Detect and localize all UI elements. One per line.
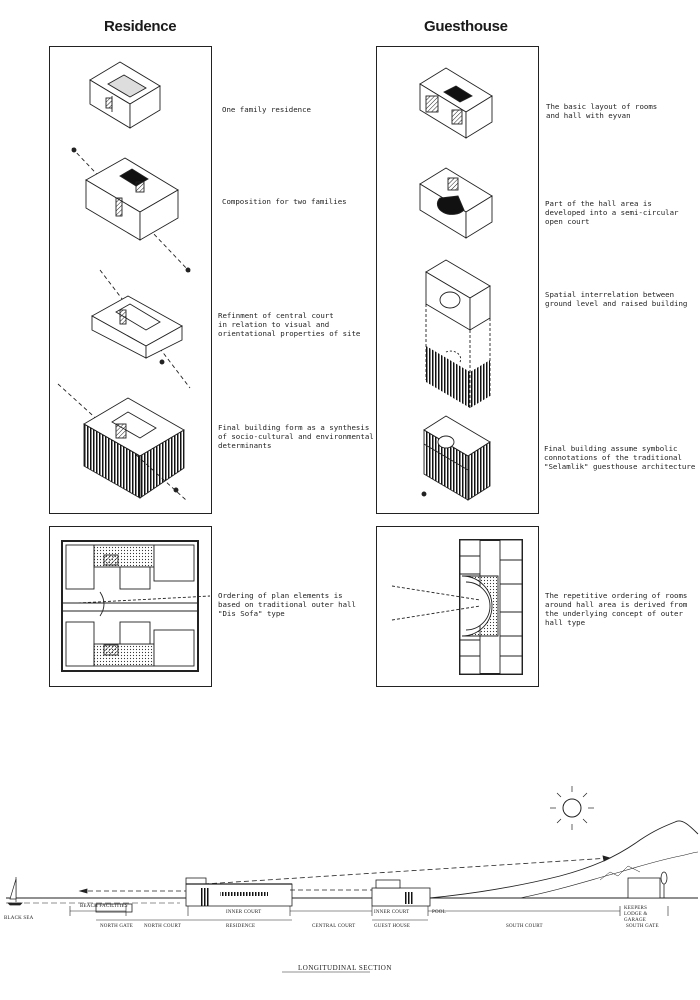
- guesthouse-axo-2: [420, 168, 492, 238]
- guesthouse-column-title: Guesthouse: [424, 18, 508, 35]
- label-beach-facilities: BEACH FACILITIES: [80, 904, 128, 909]
- label-pool: POOL: [432, 910, 446, 915]
- sailboat-icon: [8, 877, 22, 905]
- guesthouse-axo-3: [426, 260, 490, 410]
- label-guest-house: GUEST HOUSE: [374, 924, 411, 929]
- guesthouse-step-3-caption: Spatial interrelation between ground level and raised building: [545, 290, 688, 308]
- label-north-court: NORTH COURT: [144, 924, 182, 929]
- label-inner-court-2: INNER COURT: [374, 910, 410, 915]
- label-inner-court-1: INNER COURT: [226, 910, 262, 915]
- label-north-gate: NORTH GATE: [100, 924, 133, 929]
- label-central-court: CENTRAL COURT: [312, 924, 356, 929]
- section-guesthouse-building: [372, 880, 430, 906]
- guesthouse-step-4-caption: Final building assume symbolic connotations of the traditional "Selamlik" guesthouse architecture: [544, 444, 696, 471]
- residence-axo-2: [72, 148, 190, 272]
- guesthouse-floor-plan: [392, 540, 522, 674]
- label-residence: RESIDENCE: [226, 924, 256, 929]
- residence-floor-plan: [62, 541, 210, 671]
- section-title: LONGITUDINAL SECTION: [298, 964, 392, 972]
- sun-icon: [550, 786, 594, 830]
- label-black-sea: BLACK SEA: [4, 916, 34, 921]
- residence-plan-caption: Ordering of plan elements is based on traditional outer hall "Dis Sofa" type: [218, 591, 356, 618]
- guesthouse-plan-caption: The repetitive ordering of rooms around hall area is derived from the underlying concept of outer hall type: [545, 591, 688, 627]
- residence-axo-3: [92, 270, 190, 388]
- residence-step-1-caption: One family residence: [222, 105, 311, 114]
- residence-axo-1: [90, 62, 160, 128]
- guesthouse-step-2-caption: Part of the hall area is developed into a semi-circular open court: [545, 199, 679, 226]
- residence-step-3-caption: Refinment of central court in relation to visual and orientational properties of site: [218, 311, 361, 338]
- residence-column-title: Residence: [104, 18, 177, 35]
- guesthouse-axo-1: [420, 68, 492, 138]
- label-south-court: SOUTH COURT: [506, 924, 543, 929]
- label-keepers-lodge: KEEPERS LODGE & GARAGE: [624, 906, 648, 923]
- guesthouse-axo-4: [422, 416, 490, 500]
- longitudinal-section: [6, 786, 698, 972]
- residence-step-4-caption: Final building form as a synthesis of socio-cultural and environmental determinants: [218, 423, 374, 450]
- label-south-gate: SOUTH GATE: [626, 924, 659, 929]
- residence-axo-4: [58, 384, 186, 500]
- section-residence-building: [186, 878, 292, 906]
- guesthouse-step-1-caption: The basic layout of rooms and hall with eyvan: [546, 102, 658, 120]
- residence-step-2-caption: Composition for two families: [222, 197, 347, 206]
